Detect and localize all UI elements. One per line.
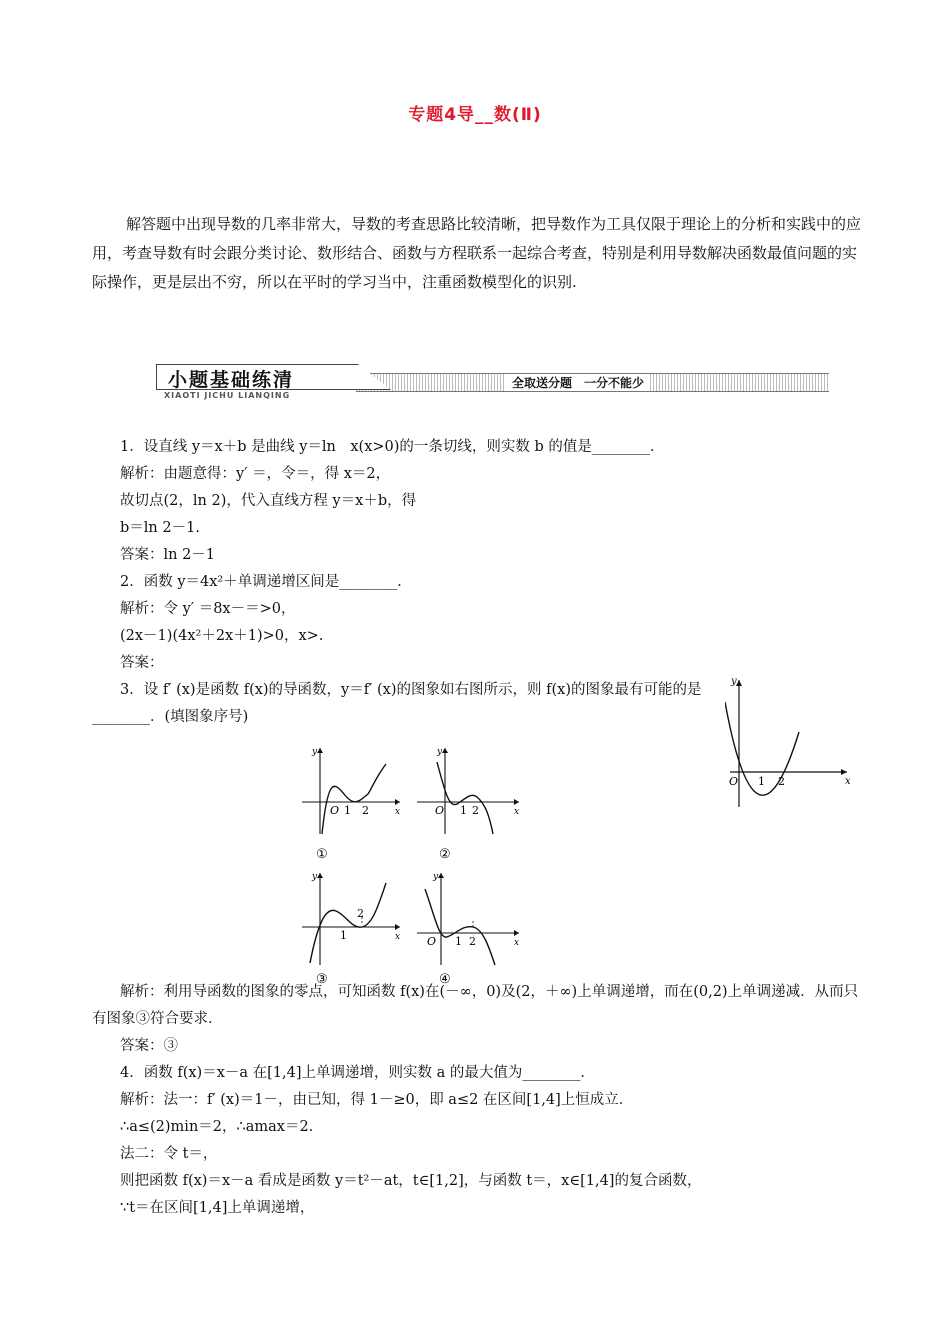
- svg-text:x: x: [514, 807, 520, 817]
- option-graph-2: [415, 742, 525, 862]
- text-line: 故切点(2，ln 2)，代入直线方程 y＝x＋b，得: [120, 493, 417, 509]
- option-label: ④: [439, 972, 451, 987]
- svg-text:2: 2: [469, 935, 476, 948]
- text-line: 答案：: [120, 655, 164, 671]
- axis-x-label: x: [845, 776, 851, 787]
- text-line: ∵t＝在区间[1,4]上单调递增，: [120, 1200, 315, 1216]
- axis-y-label: y: [731, 676, 737, 687]
- text-line: 1．设直线 y＝x＋b 是曲线 y＝ln x(x>0)的一条切线，则实数 b 的值是________．: [120, 439, 665, 455]
- option-label: ①: [316, 847, 328, 862]
- svg-text:2: 2: [357, 907, 364, 920]
- svg-text:y: y: [312, 747, 318, 757]
- text-line: (2x－1)(4x²＋2x＋1)>0，x>.: [120, 628, 324, 644]
- svg-text:y: y: [312, 872, 318, 882]
- origin-label: O: [729, 775, 739, 788]
- svg-text:O: O: [427, 935, 437, 948]
- svg-text:x: x: [395, 807, 401, 817]
- text-line: 2．函数 y＝4x²＋单调递增区间是________．: [120, 574, 412, 590]
- option-label: ②: [439, 847, 451, 862]
- svg-text:1: 1: [460, 804, 467, 817]
- banner-subtitle: 全取送分题 一分不能少: [506, 374, 650, 391]
- intro-paragraph: 解答题中出现导数的几率非常大，导数的考查思路比较清晰，把导数作为工具仅限于理论上的分析和实践中的应用，考查导数有时会跟分类讨论、数形结合、函数与方程联系一起综合考查，特别是利用导数解决函数最值问题的实际操作，更是层出不穷，所以在平时的学习当中，注重函数模型化的识别.: [92, 215, 862, 291]
- svg-text:1: 1: [455, 935, 462, 948]
- text-line: 解析：由题意得：y′ ＝，令＝，得 x＝2，: [120, 466, 391, 482]
- question-3: 3．设 f′ (x)是函数 f(x)的导函数，y＝f′ (x)的图象如右图所示，则 f(x)的图象最有可能的是________．(填图象序号): [92, 682, 702, 725]
- svg-text:2: 2: [472, 804, 479, 817]
- svg-text:x: x: [395, 932, 401, 942]
- banner-title: 小题基础练清: [168, 369, 295, 391]
- question-3-analysis: 解析：利用导函数的图象的零点，可知函数 f(x)在(－∞，0)及(2，＋∞)上单调递增，而在(0,2)上单调递减．从而只有图象③符合要求．: [92, 984, 859, 1027]
- derivative-graph: [725, 672, 855, 812]
- svg-text:O: O: [330, 804, 340, 817]
- svg-text:x: x: [514, 938, 520, 948]
- text-line: 解析：法一：f′ (x)＝1－，由已知，得 1－≥0，即 a≤2 在区间[1,4]上恒成立．: [120, 1092, 634, 1108]
- text-line: ∴a≤(2)min＝2，∴amax＝2.: [120, 1119, 314, 1135]
- page-title: 专题4导__数(Ⅱ): [408, 105, 542, 125]
- text-line: 法二：令 t＝，: [120, 1146, 218, 1162]
- option-label: ③: [316, 972, 328, 987]
- option-graph-4: [415, 867, 525, 987]
- question-3-answer: 答案：③: [120, 1038, 178, 1054]
- tick-label: 2: [778, 775, 785, 788]
- text-line: 解析：令 y′ ＝8x－＝>0，: [120, 601, 296, 617]
- text-line: 则把函数 f(x)＝x－a 看成是函数 y＝t²－at，t∈[1,2]，与函数 t＝，x∈[1,4]的复合函数，: [120, 1173, 702, 1189]
- svg-text:O: O: [435, 804, 445, 817]
- section-banner: [156, 364, 829, 402]
- text-line: 答案：ln 2－1: [120, 547, 216, 563]
- svg-text:2: 2: [362, 804, 369, 817]
- svg-text:y: y: [437, 747, 443, 757]
- option-graph-3: [300, 867, 405, 987]
- option-graph-1: [300, 742, 405, 862]
- banner-pinyin: XIAOTI JICHU LIANQING: [164, 391, 291, 400]
- svg-text:y: y: [433, 872, 439, 882]
- text-line: 4．函数 f(x)＝x－a 在[1,4]上单调递增，则实数 a 的最大值为________．: [120, 1065, 595, 1081]
- tick-label: 1: [758, 775, 765, 788]
- text-line: b＝ln 2－1.: [120, 520, 200, 536]
- svg-text:1: 1: [344, 804, 351, 817]
- svg-text:1: 1: [340, 929, 347, 942]
